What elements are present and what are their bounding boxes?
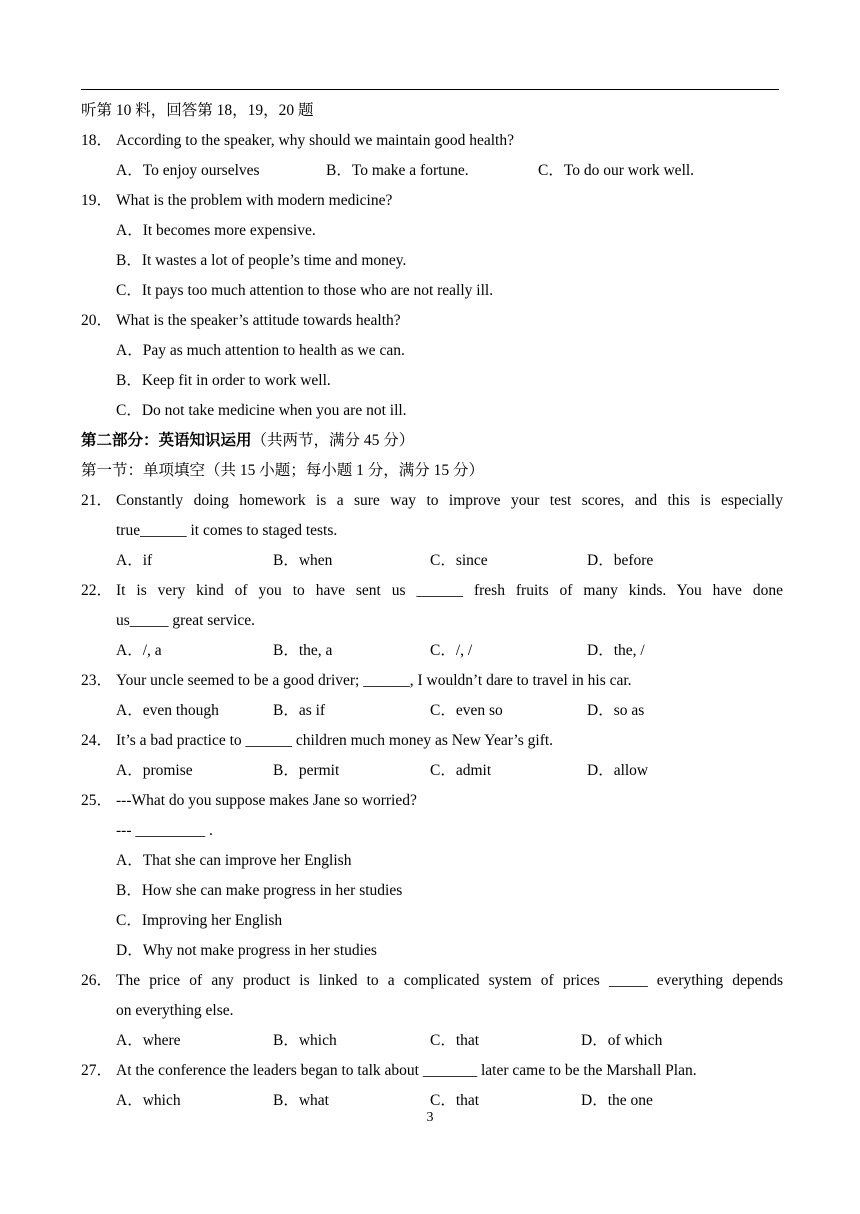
question-21-continued: true______ it comes to staged tests.: [116, 522, 338, 539]
question-text: What is the speaker’s attitude towards health?: [116, 312, 401, 329]
question-text: It is very kind of you to have sent us ______ fresh fruits of many kinds. You have done: [116, 582, 783, 599]
question-text: What is the problem with modern medicine?: [116, 192, 393, 209]
question-26-options: [81, 1026, 783, 1056]
question-22-options: [81, 636, 783, 666]
question-23: [81, 666, 783, 696]
option-c: C．since: [430, 552, 488, 569]
question-number: 27．: [81, 1062, 113, 1079]
page-content: [81, 96, 783, 1116]
option-b: B．which: [273, 1032, 337, 1049]
question-number: 24．: [81, 732, 113, 749]
question-25: [81, 786, 783, 816]
question-number: 21．: [81, 492, 113, 509]
question-25-answer-blank: --- _________ .: [116, 822, 213, 839]
option-b: B．Keep fit in order to work well.: [116, 372, 331, 389]
option-c: C．It pays too much attention to those who are not really ill.: [116, 282, 494, 299]
option-c: C．that: [430, 1092, 480, 1109]
option-b: B．How she can make progress in her studies: [116, 882, 403, 899]
part2-note: （共两节，满分 45 分）: [251, 432, 415, 449]
question-18: [81, 126, 783, 156]
option-c: C．/, /: [430, 642, 473, 659]
option-d: D．Why not make progress in her studies: [116, 942, 377, 959]
question-19: [81, 186, 783, 216]
option-b: B．permit: [273, 762, 340, 779]
option-b: B．To make a fortune.: [326, 162, 469, 179]
question-21: [81, 486, 783, 516]
part2-heading: [81, 426, 783, 456]
question-number: 19．: [81, 192, 113, 209]
option-c: C．Do not take medicine when you are not ill.: [116, 402, 407, 419]
option-a: A．To enjoy ourselves: [116, 162, 260, 179]
option-d: D．before: [587, 552, 654, 569]
question-number: 20．: [81, 312, 113, 329]
question-text: Constantly doing homework is a sure way to improve your test scores, and this is especially: [116, 492, 783, 509]
option-a: A．where: [116, 1032, 181, 1049]
question-text: Your uncle seemed to be a good driver; ______, I wouldn’t dare to travel in his car.: [116, 672, 632, 689]
question-text: According to the speaker, why should we maintain good health?: [116, 132, 514, 149]
question-text: It’s a bad practice to ______ children much money as New Year’s gift.: [116, 732, 554, 749]
question-24: [81, 726, 783, 756]
question-27: [81, 1056, 783, 1086]
option-c: C．admit: [430, 762, 492, 779]
question-22-continued: us_____ great service.: [116, 612, 256, 629]
question-number: 25．: [81, 792, 113, 809]
question-number: 18．: [81, 132, 113, 149]
question-21-options: [81, 546, 783, 576]
question-24-options: [81, 756, 783, 786]
option-a: A．That she can improve her English: [116, 852, 352, 869]
question-22: [81, 576, 783, 606]
option-d: D．the one: [581, 1092, 653, 1109]
option-b: B．what: [273, 1092, 329, 1109]
option-a: A．which: [116, 1092, 181, 1109]
question-number: 26．: [81, 972, 113, 989]
section1-title: 第一节：单项填空（共 15 小题；每小题 1 分，满分 15 分）: [81, 462, 485, 479]
question-23-options: [81, 696, 783, 726]
option-d: D．so as: [587, 702, 645, 719]
option-c: C．that: [430, 1032, 480, 1049]
question-text: At the conference the leaders began to talk about _______ later came to be the Marshall Plan.: [116, 1062, 697, 1079]
page-number: 3: [426, 1110, 434, 1125]
question-text: The price of any product is linked to a complicated system of prices _____ everything depends: [116, 972, 783, 989]
question-20: [81, 306, 783, 336]
option-b: B．as if: [273, 702, 326, 719]
option-b: B．the, a: [273, 642, 333, 659]
option-a: A．Pay as much attention to health as we can.: [116, 342, 405, 359]
option-a: A．even though: [116, 702, 219, 719]
option-a: A．promise: [116, 762, 193, 779]
option-c: C．even so: [430, 702, 503, 719]
option-a: A．/, a: [116, 642, 162, 659]
question-number: 23．: [81, 672, 113, 689]
option-a: A．It becomes more expensive.: [116, 222, 316, 239]
option-b: B．when: [273, 552, 333, 569]
option-d: D．allow: [587, 762, 649, 779]
option-d: D．of which: [581, 1032, 663, 1049]
question-26-continued: on everything else.: [116, 1002, 234, 1019]
question-18-options: [81, 156, 783, 186]
part2-title: 第二部分：英语知识运用: [81, 432, 252, 449]
question-text: ---What do you suppose makes Jane so worried?: [116, 792, 417, 809]
option-c: C．Improving her English: [116, 912, 283, 929]
option-b: B．It wastes a lot of people’s time and money.: [116, 252, 407, 269]
section-note: 听第 10 料，回答第 18，19，20 题: [81, 102, 314, 119]
option-c: C．To do our work well.: [538, 162, 695, 179]
question-number: 22．: [81, 582, 113, 599]
option-d: D．the, /: [587, 642, 645, 659]
header-rule: [81, 89, 779, 90]
question-26: [81, 966, 783, 996]
option-a: A．if: [116, 552, 153, 569]
